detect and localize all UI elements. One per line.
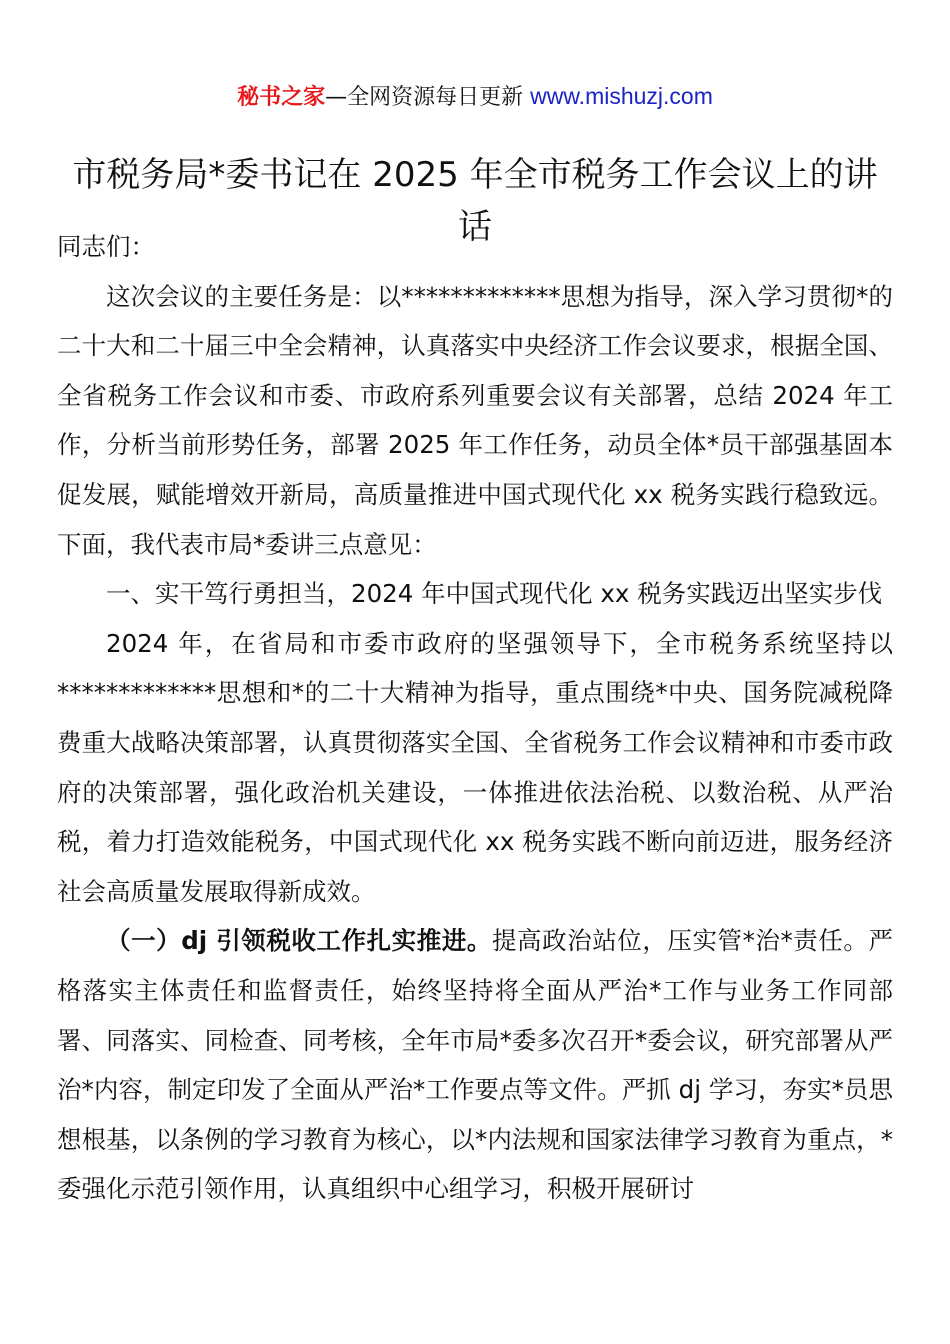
paragraph-summary-2024: 2024 年，在省局和市委市政府的坚强领导下，全市税务系统坚持以*************思想和*的二十大精神为指导，重点围绕*中央、国务院减税降费重大战略决策部署，认真贯彻落实全国、全省税务工作会议精神和市委市政府的决策部署，强化政治机关建设，一体推进依法治税、以数治税、从严治税，着力打造效能税务，中国式现代化 xx 税务实践不断向前迈进，服务经济社会高质量发展取得新成效。 [57, 628, 893, 906]
site-banner [0, 80, 950, 114]
section-heading-1: 一、实干笃行勇担当，2024 年中国式现代化 xx 税务实践迈出坚实步伐 [106, 579, 883, 609]
document-title: 市税务局*委书记在 2025 年全市税务工作会议上的讲话 [72, 154, 878, 247]
banner-tagline: —全网资源每日更新 [325, 85, 524, 110]
banner-brand: 秘书之家 [237, 85, 326, 110]
paragraph-dj-leadership [57, 916, 893, 1214]
paragraph-intro: 这次会议的主要任务是：以*************思想为指导，深入学习贯彻*的二十大和二十届三中全会精神，认真落实中央经济工作会议要求，根据全国、全省税务工作会议和市委、市政府系列重要会议有关部署，总结 2024 年工作，分析当前形势任务，部署 2025 年工作任务，动员全体*员干部强基固本促发展，赋能增效开新局，高质量推进中国式现代化 xx 税务实践行稳致远。下面，我代表市局*委讲三点意见： [57, 281, 893, 559]
salutation: 同志们： [57, 232, 155, 261]
paragraph-dj-leadership-text: 提高政治站位，压实管*治*责任。严格落实主体责任和监督责任，始终坚持将全面从严治*工作与业务工作同部署、同落实、同检查、同考核，全年市局*委多次召开*委会议，研究部署从严治*内容，制定印发了全面从严治*工作要点等文件。严抓 dj 学习，夯实*员思想根基，以条例的学习教育为核心，以*内法规和国家法律学习教育为重点，*委强化示范引领作用，认真组织中心组学习，积极开展研讨 [57, 926, 893, 1204]
document-body [57, 222, 893, 1214]
subsection-heading-1: （一）dj 引领税收工作扎实推进。 [106, 926, 492, 956]
banner-url-link[interactable]: www.mishuzj.com [530, 83, 713, 109]
